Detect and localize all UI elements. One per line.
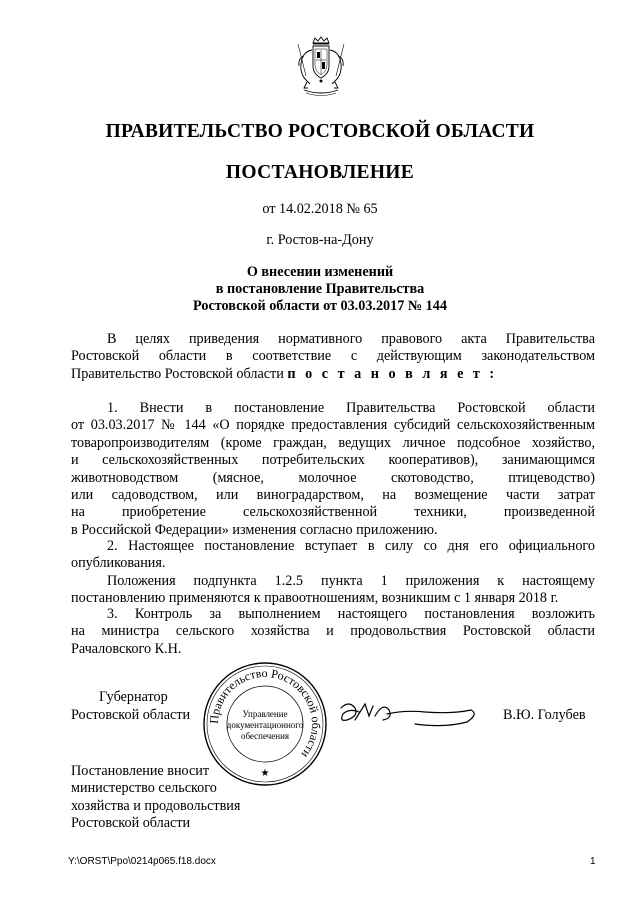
document-type: ПОСТАНОВЛЕНИЕ [225,162,415,183]
stamp-inner-line: Управление [242,709,288,719]
page-number: 1 [590,856,596,867]
text-line: на министра сельского хозяйства и продовольствия Ростовской области [71,623,595,640]
document-subject [0,264,640,315]
government-title: ПРАВИТЕЛЬСТВО РОСТОВСКОЙ ОБЛАСТИ [105,121,535,142]
stamp-outer-text: Правительство Ростовской области [206,665,324,761]
text-line: или садоводством, или виноградарством, на возмещение части затрат [71,487,595,504]
text-line: животноводством (мясное, молочное скотоводство, птицеводство) [71,469,595,486]
text-line: от 03.03.2017 № 144 «О порядке предоставления субсидий сельскохозяйственным [71,417,595,434]
subject-line: Ростовской области от 03.03.2017 № 144 [193,298,447,314]
text-line: товаропроизводителям (кроме граждан, ведущих личное подсобное хозяйство, [71,434,595,451]
resolves-keyword: п о с т а н о в л я е т : [287,365,498,382]
coat-of-arms-emblem [296,36,346,98]
text-line: 1. Внести в постановление Правительства Ростовской области [107,400,595,416]
document-date-number: от 14.02.2018 № 65 [262,201,378,217]
subject-line: в постановление Правительства [215,281,425,297]
document-city: г. Ростов-на-Дону [266,232,374,248]
submitter-note [71,763,240,833]
stamp-star-icon: ★ [260,768,270,779]
preamble-paragraph [71,331,595,383]
text-line: на приобретение сельскохозяйственной техники, произведенной [71,504,595,521]
text-line: В целях приведения нормативного правового акта Правительства [107,331,595,347]
text-line: постановлению применяются к правоотношениям, возникшим с 1 января 2018 г. [71,590,559,607]
item-2-provision-paragraph [71,573,595,608]
item-1-paragraph [71,400,595,539]
preamble-text: Правительство Ростовской области [71,365,284,382]
footer-file-path: Y:\ORST\Ppo\0214p065.f18.docx [68,856,216,867]
text-line: Ростовской области в соответствие с действующим законодательством [71,348,595,365]
text-line: министерство сельского [71,780,217,797]
item-3-paragraph [71,606,595,658]
subject-line: О внесении изменений [246,264,394,280]
text-line: в Российской Федерации» изменения согласно приложению. [71,521,438,538]
text-line: Постановление вносит [71,763,210,779]
text-line: и сельскохозяйственных потребительских кооперативов), занимающимся [71,452,595,469]
signatory-name: В.Ю. Голубев [503,707,586,723]
text-line: 3. Контроль за выполнением настоящего постановления возложить [107,606,595,622]
text-line: Рачаловского К.Н. [71,640,182,657]
signatory-region: Ростовской области [71,707,191,723]
stamp-inner-line: обеспечения [240,731,290,741]
text-line: опубликования. [71,555,166,572]
text-line: Ростовской области [71,815,191,832]
text-line [71,366,595,383]
stamp-inner-line: документационного [226,720,304,730]
text-line: хозяйства и продовольствия [71,797,241,814]
handwritten-signature [335,696,485,732]
text-line: 2. Настоящее постановление вступает в силу со дня его официального [107,538,595,554]
text-line: Положения подпункта 1.2.5 пункта 1 приложения к настоящему [107,573,595,589]
item-2-paragraph [71,538,595,573]
signatory-position: Губернатор [99,689,168,705]
